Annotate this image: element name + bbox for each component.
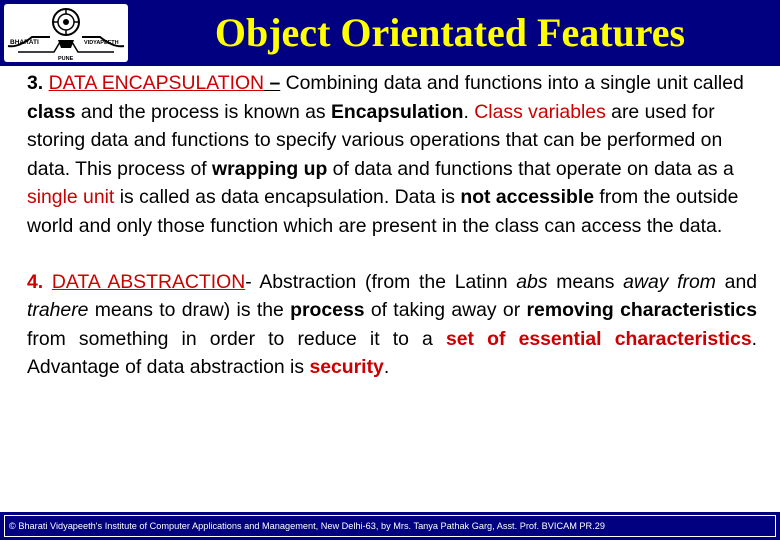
encapsulation-paragraph: 3. DATA ENCAPSULATION – Combining data and functions into a single unit called class and the process is known as Encapsulation. Class variables are used for storing data and functions to specify various operations that can be performed on data. This process of wrapping up of data and functions that operate on data as a single unit is called as data encapsulation. Data is not accessible from the outside world and only those function which are present in the class can access the data. <box>27 72 744 237</box>
slide-title: Object Orientated Features <box>214 10 686 55</box>
term-away-from: away from <box>623 270 716 293</box>
term-abs: abs <box>516 270 548 293</box>
keyword-single-unit: single unit <box>27 186 115 209</box>
abstraction-heading: DATA ABSTRACTION <box>51 270 246 293</box>
slide-body <box>27 69 757 382</box>
logo-emblem-icon <box>4 4 128 62</box>
institute-logo <box>4 4 128 62</box>
footer-credit: © Bharati Vidyapeeth's Institute of Computer Applications and Management, New Delhi-63, by Mrs. Tanya Pathak Garg, Asst. Prof. BVICAM PR.29 <box>4 515 776 537</box>
keyword-not-accessible: not accessible <box>460 186 594 209</box>
logo-left-text: BHARATI <box>10 39 39 46</box>
slide-footer <box>0 512 780 540</box>
logo-right-text: VIDYAPEETH <box>84 40 119 46</box>
encapsulation-heading: DATA ENCAPSULATION <box>48 72 265 94</box>
slide-header <box>0 0 780 66</box>
section-number: 4. <box>27 270 44 293</box>
keyword-wrapping-up: wrapping up <box>212 157 328 180</box>
keyword-essential-characteristics: set of essential characteristics <box>445 327 752 350</box>
keyword-class-variables: Class variables <box>474 100 606 123</box>
section-number: 3. <box>27 72 44 94</box>
keyword-encapsulation: Encapsulation <box>330 100 464 123</box>
keyword-process: process <box>290 299 365 322</box>
keyword-class: class <box>27 100 76 123</box>
keyword-security: security <box>309 356 384 379</box>
abstraction-paragraph: 4. DATA ABSTRACTION- Abstraction (from the Latinn abs means away from and trahere means to draw) is the process of taking away or removing characteristics from something in order to reduce it to a set of essential characteristics. Advantage of data abstraction is security. <box>27 270 758 379</box>
term-trahere: trahere <box>27 299 89 322</box>
heading-dash: – <box>269 72 281 94</box>
keyword-removing-characteristics: removing characteristics <box>526 299 757 322</box>
logo-bottom-text: PUNE <box>58 56 74 62</box>
